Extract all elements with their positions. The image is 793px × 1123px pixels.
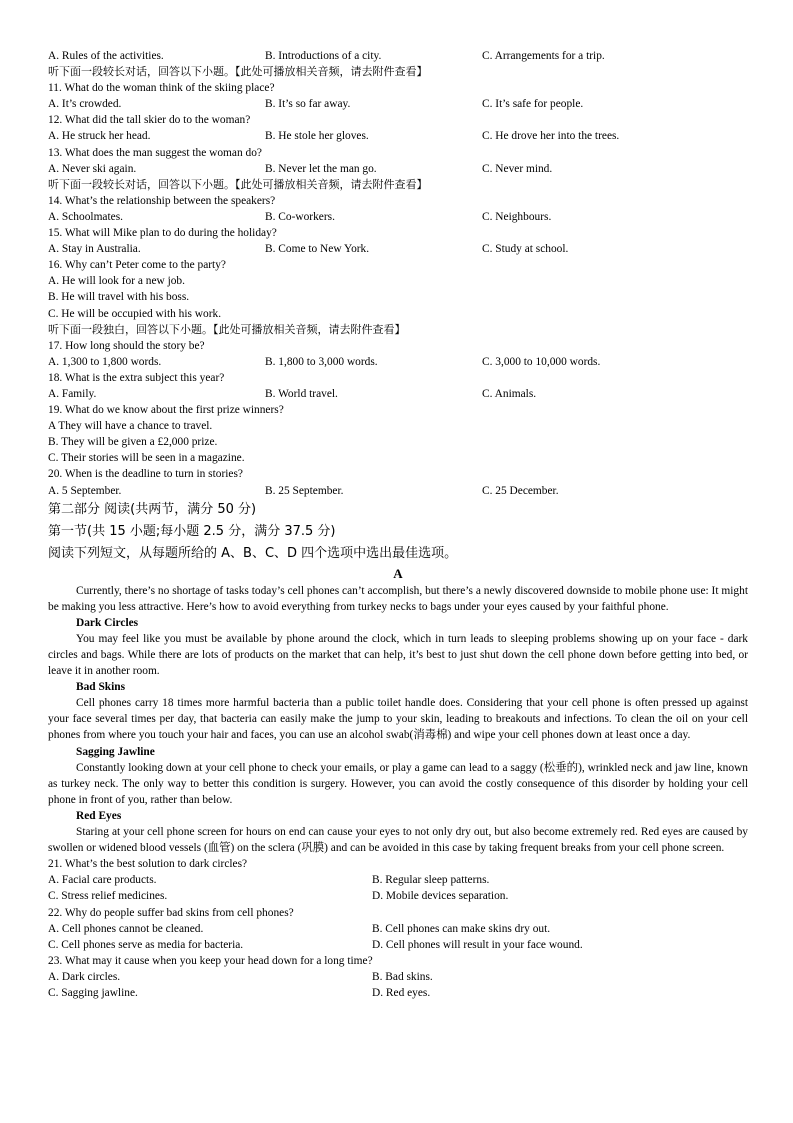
option-a: A. Rules of the activities. xyxy=(48,50,164,62)
subheading-bad-skins: Bad Skins xyxy=(76,681,126,694)
q14-options xyxy=(48,209,748,225)
q22-options-row1 xyxy=(48,921,748,937)
q21-options-row1 xyxy=(48,872,748,888)
option-c: C. He drove her into the trees. xyxy=(482,130,620,143)
passage-label: A xyxy=(393,565,403,581)
option-a: A. Stay in Australia. xyxy=(48,243,141,256)
option-c: C. 25 December. xyxy=(482,484,559,497)
question-18: 18. What is the extra subject this year? xyxy=(48,371,225,384)
option-b: B. Co-workers. xyxy=(265,210,335,223)
option-d: D. Mobile devices separation. xyxy=(372,890,509,903)
option-a: A. Facial care products. xyxy=(48,874,157,887)
q22-options-row2 xyxy=(48,937,748,953)
option-b: B. Bad skins. xyxy=(372,970,433,983)
q13-options xyxy=(48,161,748,177)
option-c: C. Their stories will be seen in a magazine. xyxy=(48,452,245,465)
reading-instruction: 阅读下列短文，从每题所给的 A、B、C、D 四个选项中选出最佳选项。 xyxy=(48,545,458,561)
option-c: C. Cell phones serve as media for bacteria. xyxy=(48,938,244,951)
option-b: B. Introductions of a city. xyxy=(265,50,382,62)
listening-instruction: 听下面一段较长对话，回答以下小题。【此处可播放相关音频，请去附件查看】 xyxy=(48,65,428,79)
paragraph-dark-circles: You may feel like you must be available by phone around the clock, which in turn leads to sleeping problems showing up on your face - dark circles and bags. While there are lots of products on the market that can help, it’s best to just shut down the cell phone down before getting into bed, or leave it in another room. xyxy=(48,632,748,678)
subheading-dark-circles: Dark Circles xyxy=(76,616,139,629)
option-a: A. It’s crowded. xyxy=(48,98,122,111)
exam-page xyxy=(48,48,748,1001)
option-c: C. Animals. xyxy=(482,387,537,400)
option-b: B. He will travel with his boss. xyxy=(48,291,190,304)
paragraph-bad-skins: Cell phones carry 18 times more harmful bacteria than a public toilet handle does. Considering that your cell phone is often pressed up against your face several times per day, that bacteria can easily make the jump to your skin, leading to breakouts and infections. To clean the oil on your cell phones from where you touch your hair and faces, you can use an alcohol swab(消毒棉) and wipe your cell phones down at least once a day. xyxy=(48,697,748,742)
option-b: B. They will be given a £2,000 prize. xyxy=(48,436,218,449)
option-b: B. Cell phones can make skins dry out. xyxy=(372,922,551,935)
option-c: C. Stress relief medicines. xyxy=(48,890,168,903)
q11-options xyxy=(48,96,748,112)
option-d: D. Red eyes. xyxy=(372,986,431,999)
q10-options xyxy=(48,48,748,64)
question-22: 22. Why do people suffer bad skins from cell phones? xyxy=(48,906,294,919)
option-b: B. Regular sleep patterns. xyxy=(372,874,490,887)
option-b: B. Never let the man go. xyxy=(265,162,377,175)
option-c: C. It’s safe for people. xyxy=(482,98,584,111)
option-c: C. Never mind. xyxy=(482,162,553,175)
paragraph-sagging-jawline: Constantly looking down at your cell phone to check your emails, or play a game can lead to a saggy (松垂的), wrinkled neck and jaw line, known as turkey neck. The only way to better this condition is surgery. However, you can avoid the costly consequence of this disorder by holding your cell phone in front of you, rather than below. xyxy=(48,761,748,806)
option-b: B. He stole her gloves. xyxy=(265,130,369,143)
option-a: A. Cell phones cannot be cleaned. xyxy=(48,922,204,935)
paragraph-red-eyes: Staring at your cell phone screen for hours on end can cause your eyes to not only dry out, but also become extremely red. Red eyes are caused by swollen or widened blood vessels (血管) on the sclera (巩膜) and can be avoided in this case by taking frequent breaks from your cell phone screen. xyxy=(48,826,748,855)
subheading-red-eyes: Red Eyes xyxy=(76,809,122,822)
question-19: 19. What do we know about the first prize winners? xyxy=(48,404,284,417)
q12-options xyxy=(48,128,748,144)
question-15: 15. What will Mike plan to do during the holiday? xyxy=(48,227,277,240)
question-13: 13. What does the man suggest the woman do? xyxy=(48,146,262,159)
listening-instruction: 听下面一段较长对话，回答以下小题。【此处可播放相关音频，请去附件查看】 xyxy=(48,177,428,191)
subheading-sagging-jawline: Sagging Jawline xyxy=(76,745,155,758)
option-c: C. Neighbours. xyxy=(482,210,552,223)
option-a: A. 5 September. xyxy=(48,484,122,497)
q18-options xyxy=(48,386,748,402)
option-a: A. Family. xyxy=(48,387,97,400)
option-d: D. Cell phones will result in your face wound. xyxy=(372,938,583,951)
option-c: C. He will be occupied with his work. xyxy=(48,307,222,320)
question-14: 14. What’s the relationship between the speakers? xyxy=(48,194,276,207)
question-16: 16. Why can’t Peter come to the party? xyxy=(48,259,226,272)
option-c: C. 3,000 to 10,000 words. xyxy=(482,355,601,368)
question-23: 23. What may it cause when you keep your head down for a long time? xyxy=(48,954,373,967)
q20-options xyxy=(48,483,748,499)
option-c: C. Arrangements for a trip. xyxy=(482,50,605,62)
q17-options xyxy=(48,354,748,370)
option-a: A They will have a chance to travel. xyxy=(48,420,213,433)
question-12: 12. What did the tall skier do to the woman? xyxy=(48,114,251,127)
question-21: 21. What’s the best solution to dark circles? xyxy=(48,858,248,871)
q23-options-row1 xyxy=(48,969,748,985)
option-b: B. 1,800 to 3,000 words. xyxy=(265,355,378,368)
passage-intro: Currently, there’s no shortage of tasks today’s cell phones can’t accomplish, but there’s a newly discovered downside to mobile phone use: It might be making you less attractive. Here’s how to avoid everything from turkey necks to bags under your eyes caused by your faithful phone. xyxy=(48,584,748,613)
question-20: 20. When is the deadline to turn in stories? xyxy=(48,468,243,481)
listening-instruction: 听下面一段独白，回答以下小题。【此处可播放相关音频，请去附件查看】 xyxy=(48,322,406,336)
section-heading: 第一节(共 15 小题;每小题 2.5 分，满分 37.5 分) xyxy=(48,523,336,539)
option-a: A. He struck her head. xyxy=(48,130,151,143)
option-a: A. Never ski again. xyxy=(48,162,137,175)
option-a: A. Schoolmates. xyxy=(48,210,123,223)
q15-options xyxy=(48,241,748,257)
option-b: B. 25 September. xyxy=(265,484,344,497)
option-c: C. Sagging jawline. xyxy=(48,986,138,999)
question-11: 11. What do the woman think of the skiing place? xyxy=(48,82,275,95)
option-a: A. 1,300 to 1,800 words. xyxy=(48,355,162,368)
q23-options-row2 xyxy=(48,985,748,1001)
option-b: B. Come to New York. xyxy=(265,243,370,256)
part-heading: 第二部分 阅读(共两节，满分 50 分) xyxy=(48,501,257,517)
option-b: B. World travel. xyxy=(265,387,338,400)
option-b: B. It’s so far away. xyxy=(265,98,351,111)
q21-options-row2 xyxy=(48,888,748,904)
option-a: A. Dark circles. xyxy=(48,970,121,983)
question-17: 17. How long should the story be? xyxy=(48,339,205,352)
option-a: A. He will look for a new job. xyxy=(48,275,185,288)
option-c: C. Study at school. xyxy=(482,243,569,256)
